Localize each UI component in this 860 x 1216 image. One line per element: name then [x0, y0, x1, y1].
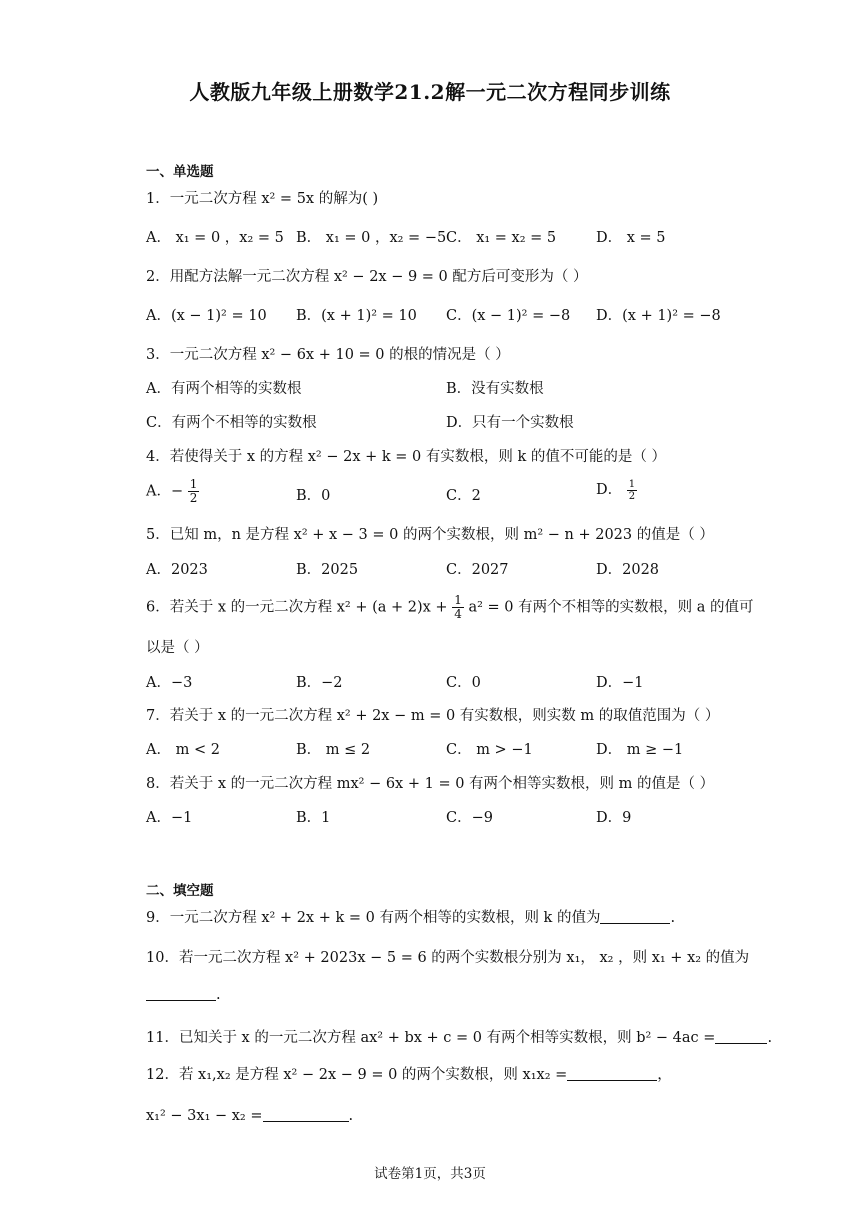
- q8-option-c: C．−9: [446, 810, 493, 826]
- question-6-line-2: 以是（ ）: [146, 640, 209, 656]
- question-9: [146, 906, 675, 927]
- question-12-text-2: x₁² − 3x₁ − x₂ =: [146, 1108, 263, 1124]
- q5-option-b: B．2025: [296, 562, 359, 578]
- q4-option-a: [146, 478, 199, 505]
- q1-option-c: C． x₁ = x₂ = 5: [446, 230, 557, 246]
- section-heading-fill-in: 二、填空题: [146, 883, 214, 899]
- q7-option-d: D． m ≥ −1: [596, 742, 684, 758]
- question-12-text: 12．若 x₁,x₂ 是方程 x² − 2x − 9 = 0 的两个实数根，则 x₁x₂ =: [146, 1067, 568, 1083]
- answer-blank: [600, 909, 670, 924]
- question-6: [146, 594, 753, 621]
- q2-option-d: D．(x + 1)² = −8: [596, 308, 721, 324]
- q3-option-d: D．只有一个实数根: [446, 415, 574, 431]
- fraction-numerator: 1: [454, 593, 462, 607]
- q7-option-b: B． m ≤ 2: [296, 742, 371, 758]
- q2-option-b: B．(x + 1)² = 10: [296, 308, 417, 324]
- q7-option-c: C． m > −1: [446, 742, 533, 758]
- question-11: [146, 1026, 772, 1047]
- q4-option-d-label: D．: [596, 482, 623, 498]
- fraction-denominator: 2: [189, 491, 198, 505]
- fraction-one-quarter: [452, 594, 464, 621]
- fraction-one-half: [188, 478, 200, 505]
- q3-option-b: B．没有实数根: [446, 381, 544, 397]
- q8-option-d: D．9: [596, 810, 632, 826]
- question-10-end: .: [216, 987, 221, 1003]
- q8-option-b: B．1: [296, 810, 331, 826]
- question-3: 3．一元二次方程 x² − 6x + 10 = 0 的根的情况是（ ）: [146, 347, 510, 363]
- question-6-tail: a² = 0 有两个不相等的实数根，则 a 的值可: [468, 599, 754, 616]
- q2-option-a: A．(x − 1)² = 10: [146, 308, 267, 324]
- question-1: 1．一元二次方程 x² = 5x 的解为( ): [146, 191, 379, 207]
- q4-option-a-label: A．−: [146, 483, 184, 500]
- question-12: [146, 1063, 672, 1084]
- q5-option-c: C．2027: [446, 562, 509, 578]
- question-9-text: 9．一元二次方程 x² + 2x + k = 0 有两个相等的实数根，则 k 的值为: [146, 910, 601, 926]
- page-title: 人教版九年级上册数学21.2解一元二次方程同步训练: [189, 80, 671, 104]
- page-footer: 试卷第1页，共3页: [374, 1166, 486, 1182]
- question-10-line-2: [146, 986, 221, 1003]
- q4-option-c: C．2: [446, 488, 481, 504]
- q1-option-d: D． x = 5: [596, 230, 666, 246]
- q4-option-b: B．0: [296, 488, 331, 504]
- question-11-text: 11．已知关于 x 的一元二次方程 ax² + bx + c = 0 有两个相等实数根，则 b² − 4ac =: [146, 1030, 716, 1046]
- fraction-one-half-small: [627, 479, 637, 502]
- question-6-head: 6．若关于 x 的一元二次方程 x² + (a + 2)x +: [146, 599, 448, 616]
- q5-option-d: D．2028: [596, 562, 660, 578]
- question-12-line-2: [146, 1107, 353, 1124]
- question-10: 10．若一元二次方程 x² + 2023x − 5 = 6 的两个实数根分别为 x₁， x₂ ，则 x₁ + x₂ 的值为: [146, 950, 750, 966]
- fraction-numerator: 1: [628, 478, 636, 490]
- q5-option-a: A．2023: [146, 562, 208, 578]
- question-5: 5．已知 m，n 是方程 x² + x − 3 = 0 的两个实数根，则 m² − n + 2023 的值是（ ）: [146, 527, 714, 543]
- q6-option-a: A．−3: [146, 675, 193, 691]
- question-12-end-2: .: [348, 1108, 354, 1124]
- question-7: 7．若关于 x 的一元二次方程 x² + 2x − m = 0 有实数根，则实数 m 的取值范围为（ ）: [146, 708, 720, 724]
- question-11-end: .: [767, 1030, 773, 1046]
- question-2: 2．用配方法解一元二次方程 x² − 2x − 9 = 0 配方后可变形为（ ）: [146, 269, 588, 285]
- fraction-denominator: 2: [628, 490, 636, 502]
- section-heading-single-choice: 一、单选题: [146, 164, 214, 180]
- q7-option-a: A． m < 2: [146, 742, 220, 758]
- q3-option-a: A．有两个相等的实数根: [146, 381, 302, 397]
- q6-option-d: D．−1: [596, 675, 644, 691]
- answer-blank: [263, 1107, 349, 1122]
- answer-blank: [715, 1029, 767, 1044]
- q8-option-a: A．−1: [146, 810, 193, 826]
- q4-option-d: [596, 478, 637, 502]
- question-12-end: ，: [657, 1067, 672, 1083]
- answer-blank: [567, 1066, 657, 1081]
- q6-option-b: B．−2: [296, 675, 343, 691]
- fraction-denominator: 4: [454, 607, 462, 621]
- question-4: 4．若使得关于 x 的方程 x² − 2x + k = 0 有实数根，则 k 的值不可能的是（ ）: [146, 449, 666, 465]
- question-9-end: .: [670, 910, 676, 926]
- answer-blank: [146, 986, 216, 1001]
- q6-option-c: C．0: [446, 675, 481, 691]
- q3-option-c: C．有两个不相等的实数根: [146, 415, 317, 431]
- q1-option-b: B． x₁ = 0 ，x₂ = −5: [296, 230, 447, 246]
- q1-option-a: A． x₁ = 0 ，x₂ = 5: [146, 230, 284, 246]
- q2-option-c: C．(x − 1)² = −8: [446, 308, 571, 324]
- question-8: 8．若关于 x 的一元二次方程 mx² − 6x + 1 = 0 有两个相等实数根，则 m 的值是（ ）: [146, 776, 715, 792]
- fraction-numerator: 1: [189, 477, 198, 491]
